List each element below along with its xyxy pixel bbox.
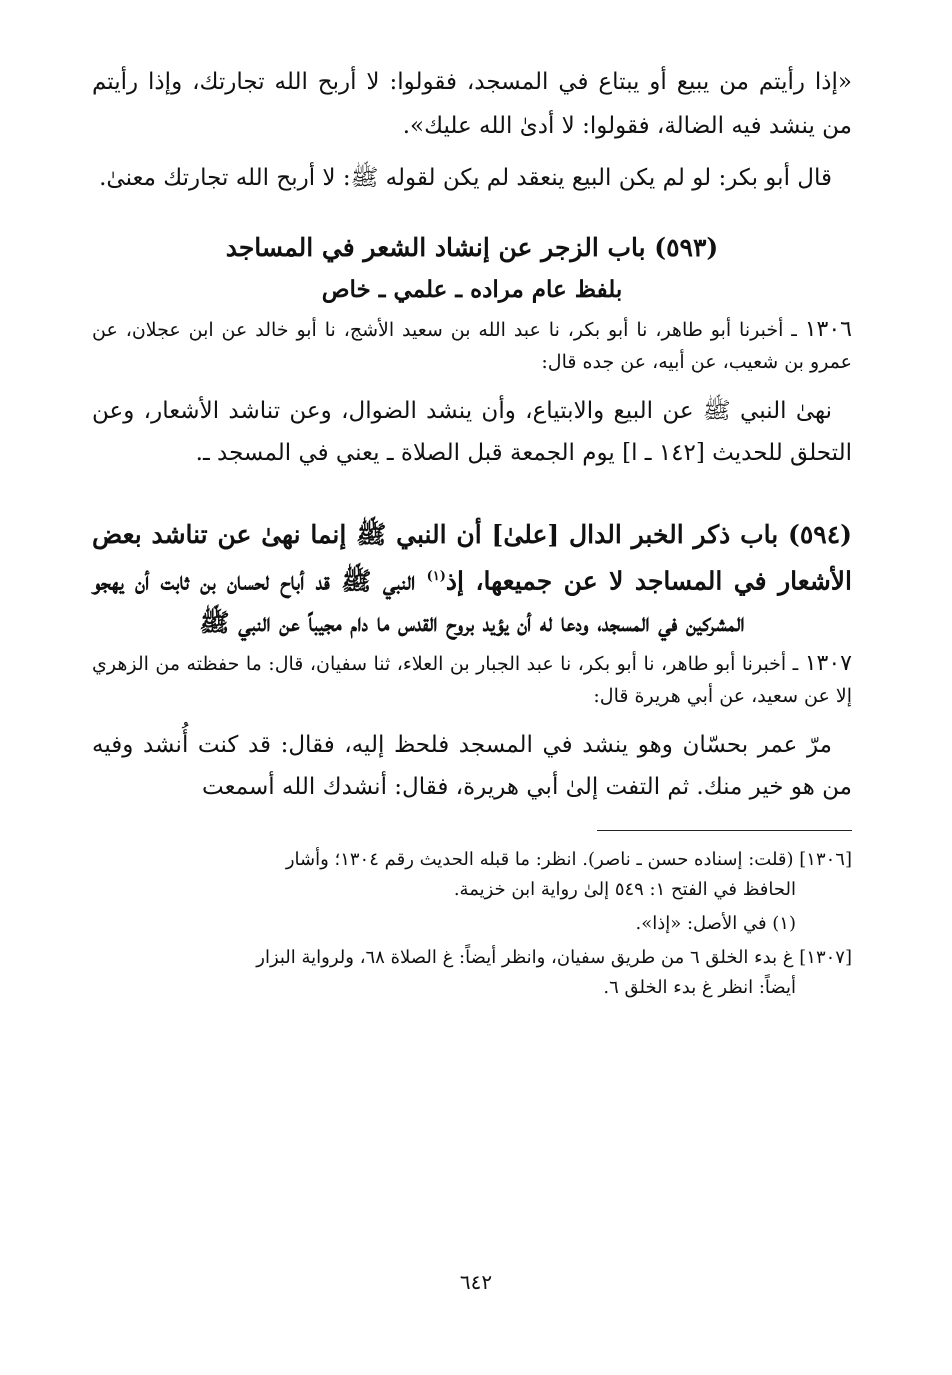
- footnote-1306-line2: الحافظ في الفتح ١: ٥٤٩ إلىٰ رواية ابن خزيمة.: [453, 879, 796, 901]
- footnote-1307-line2: أيضاً: انظر غ بدء الخلق ٦.: [603, 977, 796, 999]
- abu-bakr-comment: قال أبو بكر: لو لم يكن البيع ينعقد لم يكن لقوله ﷺ: لا أربح الله تجارتك معنىٰ.: [99, 165, 832, 191]
- chapter-594-title: [92, 514, 852, 644]
- footnote-1: [92, 909, 852, 939]
- footnote-1307: [92, 943, 852, 1003]
- chapter-594-title-part1: (٥٩٤) باب ذكر الخبر الدال [علىٰ] أن النبي ﷺ إنما نهىٰ عن تناشد بعض الأشعار في المساجد لا عن جميعها، إذ: [92, 520, 852, 596]
- hadith-1307-isnad: [92, 648, 852, 712]
- hadith-1307-number: ١٣٠٧: [804, 651, 852, 677]
- footnote-divider: [597, 830, 852, 831]
- page-number: ٦٤٢: [459, 1270, 493, 1294]
- hadith-1306-chain: ـ أخبرنا أبو طاهر، نا أبو بكر، نا عبد الله بن سعيد الأشج، نا أبو خالد عن ابن عجلان، عن عمرو بن شعيب، عن أبيه، عن جده قال:: [92, 319, 852, 373]
- hadith-1307-matn: مرّ عمر بحسّان وهو ينشد في المسجد فلحظ إليه، فقال: قد كنت أُنشد وفيه من هو خير منك. ثم التفت إلىٰ أبي هريرة، فقال: أنشدك الله أسمعت: [92, 732, 852, 801]
- hadith-1306-matn: نهىٰ النبي ﷺ عن البيع والابتياع، وأن ينشد الضوال، وعن تناشد الأشعار، وعن التحلق للحديث [١٤٢ ـ ا] يوم الجمعة قبل الصلاة ـ يعني في المسجد ـ.: [92, 398, 852, 466]
- footnote-ref-1: (١): [426, 569, 446, 584]
- hadith-1307-chain: ـ أخبرنا أبو طاهر، نا أبو بكر، نا عبد الجبار بن العلاء، ثنا سفيان، قال: ما حفظته من الزهري إلا عن سعيد، عن أبي هريرة قال:: [92, 653, 852, 708]
- chapter-593-subtitle: بلفظ عام مراده ـ علمي ـ خاص: [321, 276, 623, 303]
- footnotes-section: [92, 845, 852, 1003]
- footnote-1306-line1: [١٣٠٦] (قلت: إسناده حسن ـ ناصر). انظر: ما قبله الحديث رقم ١٣٠٤؛ وأشار: [285, 849, 852, 871]
- footnote-1-text: (١) في الأصل: «إذا».: [635, 913, 796, 935]
- chapter-593-title: (٥٩٣) باب الزجر عن إنشاد الشعر في المساجد: [225, 233, 719, 262]
- footnote-1306: [92, 845, 852, 905]
- hadith-1306-isnad: [92, 314, 852, 378]
- hadith-text-continuation: «إذا رأيتم من يبيع أو يبتاع في المسجد، فقولوا: لا أربح الله تجارتك، وإذا رأيتم من ينشد فيه الضالة، فقولوا: لا أدىٰ الله عليك».: [92, 69, 852, 139]
- hadith-1306-number: ١٣٠٦: [804, 317, 852, 342]
- chapter-594-title-part2: النبي ﷺ قد أباح لحسان بن ثابت أن يهجو المشركين في المسجد، ودعا له أن يؤيد بروح القدس ما دام مجيباً عن النبي ﷺ: [92, 566, 745, 638]
- footnote-1307-line1: [١٣٠٧] غ بدء الخلق ٦ من طريق سفيان، وانظر أيضاً: غ الصلاة ٦٨، ولرواية البزار: [256, 947, 852, 969]
